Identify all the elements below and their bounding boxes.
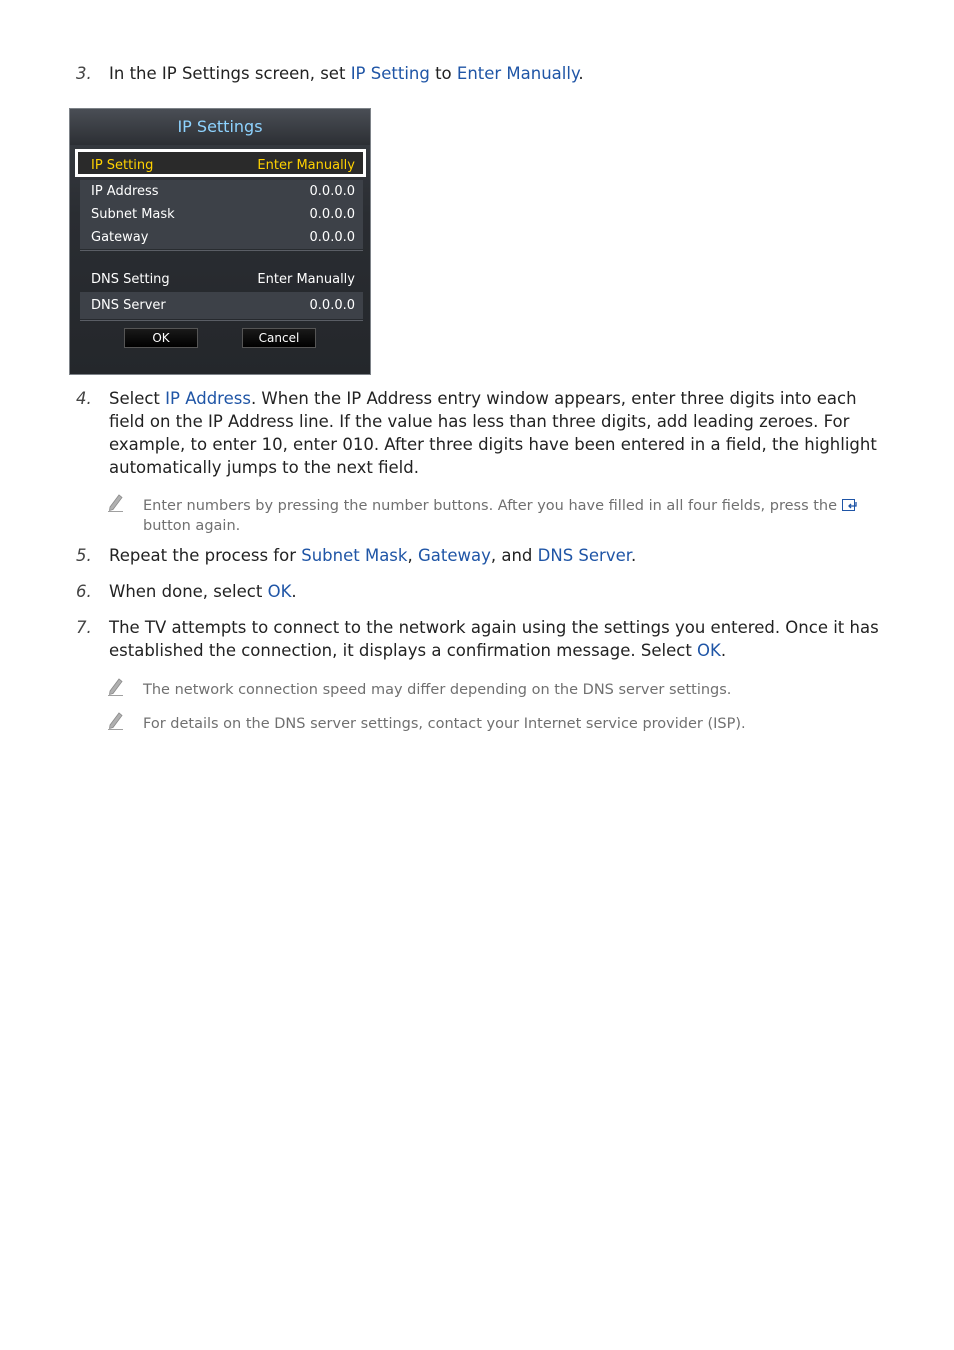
ok-button[interactable]: OK xyxy=(124,328,198,348)
dns-server-row[interactable]: DNS Server 0.0.0.0 xyxy=(91,298,355,313)
step-number: 6. xyxy=(76,582,92,601)
ui-term: IP Setting xyxy=(350,64,430,83)
step-number: 7. xyxy=(76,618,92,637)
ui-term: Enter Manually xyxy=(456,64,579,83)
ui-term: Gateway xyxy=(417,546,491,565)
ui-term: IP Address xyxy=(165,389,251,408)
step-text: The TV attempts to connect to the network again using the settings you entered. Once it has established the connection, it displays a confirmation message. Select OK. xyxy=(109,618,879,660)
note-text: Enter numbers by pressing the number buttons. After you have filled in all four fields, press the button again. xyxy=(143,496,863,536)
ip-settings-dialog xyxy=(69,108,371,375)
enter-button-icon xyxy=(842,499,858,511)
step-text: When done, select OK. xyxy=(109,582,297,601)
note-text: For details on the DNS server settings, contact your Internet service provider (ISP). xyxy=(143,716,746,732)
divider xyxy=(80,320,363,321)
ip-setting-row[interactable]: IP Setting Enter Manually xyxy=(75,149,366,177)
step-number: 3. xyxy=(76,64,92,83)
dialog-title: IP Settings xyxy=(70,109,370,145)
subnet-mask-row[interactable]: Subnet Mask 0.0.0.0 xyxy=(91,207,355,222)
step-number: 5. xyxy=(76,546,92,565)
ui-term: OK xyxy=(267,582,292,601)
pencil-icon xyxy=(107,492,125,512)
pencil-icon xyxy=(107,676,125,696)
dns-setting-row[interactable]: DNS Setting Enter Manually xyxy=(91,272,355,287)
ui-term: Subnet Mask xyxy=(301,546,408,565)
ui-term: DNS Server xyxy=(537,546,632,565)
step-number: 4. xyxy=(76,389,92,408)
cancel-button[interactable]: Cancel xyxy=(242,328,316,348)
pencil-icon xyxy=(107,710,125,730)
ui-term: OK xyxy=(697,641,721,660)
ip-address-row[interactable]: IP Address 0.0.0.0 xyxy=(91,184,355,199)
step-text: Repeat the process for Subnet Mask, Gateway, and DNS Server. xyxy=(109,546,637,565)
step-text: Select IP Address. When the IP Address entry window appears, enter three digits into each field on the IP Address line. If the value has less than three digits, add leading zeroes. For example, to enter 10, enter 010. After three digits have been entered in a field, the highlight automatically jumps to the next field. xyxy=(109,389,877,477)
gateway-row[interactable]: Gateway 0.0.0.0 xyxy=(91,230,355,245)
divider xyxy=(80,250,363,251)
note-text: The network connection speed may differ depending on the DNS server settings. xyxy=(143,682,732,698)
step-text: In the IP Settings screen, set IP Setting to Enter Manually. xyxy=(109,64,584,83)
